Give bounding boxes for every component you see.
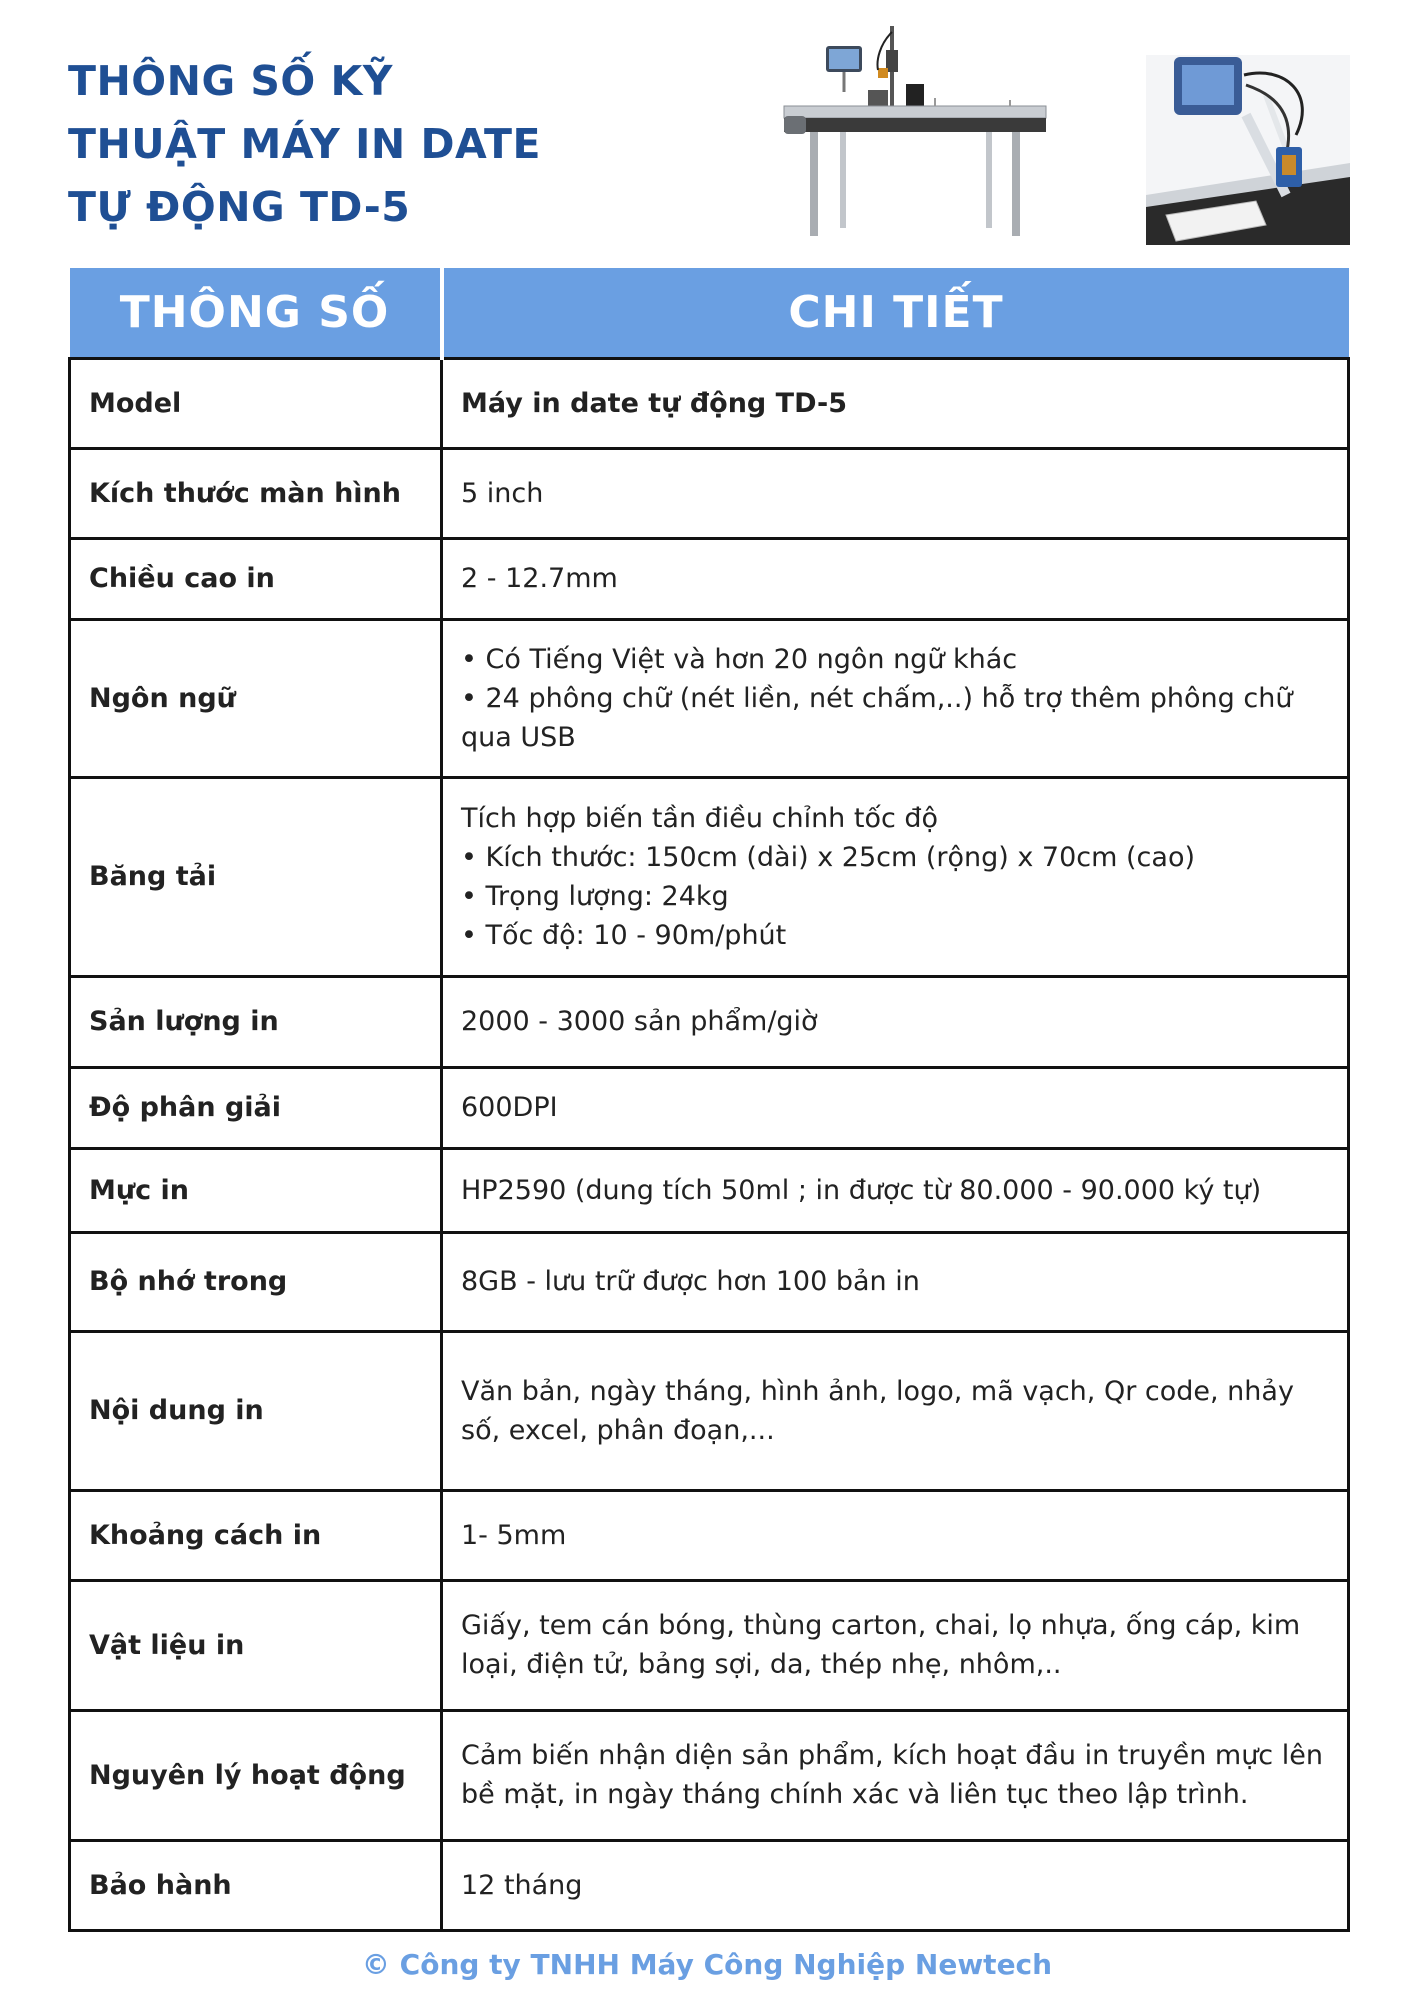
- detail-line: 2000 - 3000 sản phẩm/giờ: [461, 1006, 818, 1037]
- table-row: [70, 1148, 1349, 1232]
- spec-table: [68, 268, 1350, 1932]
- param-cell: Chiều cao in: [70, 538, 442, 619]
- param-cell: Model: [70, 358, 442, 448]
- table-row: [70, 619, 1349, 777]
- detail-cell: [442, 1710, 1349, 1840]
- detail-line: Tích hợp biến tần điều chỉnh tốc độ: [461, 802, 939, 834]
- detail-line: Cảm biến nhận diện sản phẩm, kích hoạt đầu in truyền mực lên bề mặt, in ngày tháng chính xác và liên tục theo lập trình.: [461, 1740, 1323, 1810]
- table-row: [70, 1840, 1349, 1930]
- table-row: [70, 1580, 1349, 1710]
- table-row: [70, 1067, 1349, 1148]
- table-row: [70, 1331, 1349, 1490]
- detail-line: 8GB - lưu trữ được hơn 100 bản in: [461, 1266, 920, 1297]
- table-row: [70, 1710, 1349, 1840]
- detail-line: 5 inch: [461, 477, 544, 509]
- detail-cell: [442, 619, 1349, 777]
- param-cell: Kích thước màn hình: [70, 448, 442, 538]
- copyright-footer: © Công ty TNHH Máy Công Nghiệp Newtech: [361, 1948, 1053, 1981]
- header-param: THÔNG SỐ: [70, 268, 442, 358]
- printhead-closeup-photo: [1146, 55, 1350, 245]
- param-cell: Nguyên lý hoạt động: [70, 1710, 442, 1840]
- detail-cell: [442, 448, 1349, 538]
- table-header-row: [70, 268, 1349, 358]
- detail-cell: [442, 1840, 1349, 1930]
- detail-line: 2 - 12.7mm: [461, 563, 618, 594]
- param-cell: Sản lượng in: [70, 976, 442, 1067]
- title-line-3: TỰ ĐỘNG TD-5: [68, 183, 411, 231]
- table-row: [70, 538, 1349, 619]
- detail-cell: [442, 1490, 1349, 1580]
- detail-cell: [442, 1580, 1349, 1710]
- machine-photo: [780, 20, 1050, 240]
- param-cell: Nội dung in: [70, 1331, 442, 1490]
- detail-cell: [442, 1331, 1349, 1490]
- table-row: [70, 777, 1349, 976]
- param-cell: Độ phân giải: [70, 1067, 442, 1148]
- detail-line: 12 tháng: [461, 1869, 583, 1901]
- detail-line: 600DPI: [461, 1092, 558, 1123]
- detail-cell: [442, 358, 1349, 448]
- param-cell: Bộ nhớ trong: [70, 1232, 442, 1331]
- table-row: [70, 976, 1349, 1067]
- detail-cell: [442, 777, 1349, 976]
- title-line-2: THUẬT MÁY IN DATE: [68, 120, 542, 168]
- detail-line: HP2590 (dung tích 50ml ; in được từ 80.000 - 90.000 ký tự): [461, 1174, 1262, 1206]
- detail-cell: [442, 1148, 1349, 1232]
- detail-line: • Có Tiếng Việt và hơn 20 ngôn ngữ khác: [461, 643, 1018, 675]
- title-line-1: THÔNG SỐ KỸ: [68, 57, 393, 105]
- table-row: [70, 448, 1349, 538]
- param-cell: Mực in: [70, 1148, 442, 1232]
- detail-cell: [442, 538, 1349, 619]
- detail-cell: [442, 1232, 1349, 1331]
- param-cell: Băng tải: [70, 777, 442, 976]
- detail-line: Văn bản, ngày tháng, hình ảnh, logo, mã vạch, Qr code, nhảy số, excel, phân đoạn,...: [461, 1375, 1294, 1446]
- table-row: [70, 1490, 1349, 1580]
- page-title: [68, 50, 588, 239]
- detail-line: Giấy, tem cán bóng, thùng carton, chai, lọ nhựa, ống cáp, kim loại, điện tử, bảng sợi, da, thép nhẹ, nhôm,..: [461, 1610, 1301, 1680]
- detail-line: Máy in date tự động TD-5: [461, 387, 847, 419]
- detail-line: 1- 5mm: [461, 1519, 567, 1551]
- param-cell: Ngôn ngữ: [70, 619, 442, 777]
- header-detail: CHI TIẾT: [442, 268, 1349, 358]
- param-cell: Khoảng cách in: [70, 1490, 442, 1580]
- param-cell: Bảo hành: [70, 1840, 442, 1930]
- table-row: [70, 358, 1349, 448]
- param-cell: Vật liệu in: [70, 1580, 442, 1710]
- detail-line: • Tốc độ: 10 - 90m/phút: [461, 919, 787, 951]
- detail-cell: [442, 976, 1349, 1067]
- detail-cell: [442, 1067, 1349, 1148]
- table-row: [70, 1232, 1349, 1331]
- detail-line: • Kích thước: 150cm (dài) x 25cm (rộng) x 70cm (cao): [461, 841, 1195, 873]
- detail-line: • Trọng lượng: 24kg: [461, 880, 729, 912]
- detail-line: • 24 phông chữ (nét liền, nét chấm,..) hỗ trợ thêm phông chữ qua USB: [461, 682, 1293, 753]
